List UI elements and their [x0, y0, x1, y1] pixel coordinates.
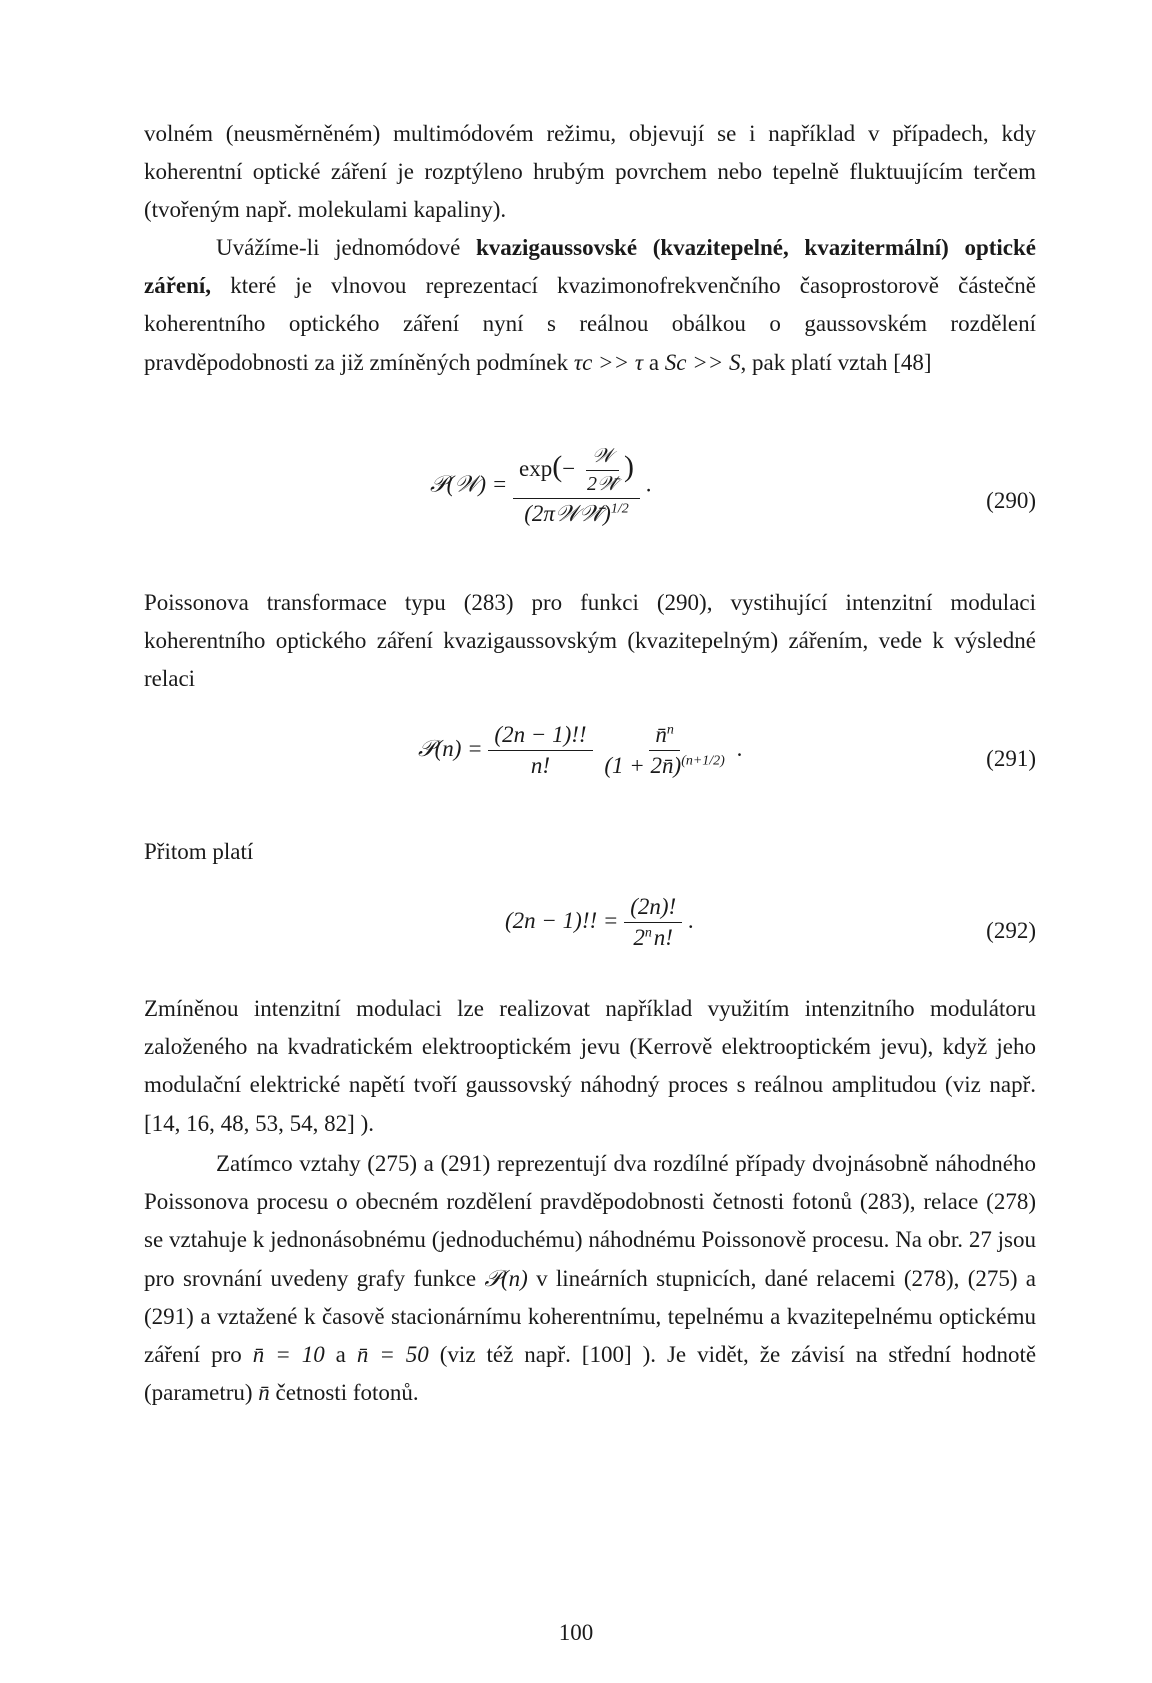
- equation-290: 𝒫(𝒲) = exp(− $\frac{\text{𝒲}}{\text{2𝒲̄}}$ ) (2π𝒲𝒲̄)$^{1/2}$ .: [430, 445, 652, 526]
- paragraph-6-body: Zatímco vztahy (275) a (291) reprezentují dva rozdílné případy dvojnásobně náhodného Poissonova procesu o obecném rozdělení pravděpodobnosti četnosti fotonů (283), relace (278) se vztahuje k jednonásobnému (jednoduchému) náhodnému Poissonově procesu. Na obr. 27 jsou pro srovnání uvedeny grafy funkce: [144, 1151, 1036, 1291]
- equation-292-lhs: (2n − 1)!! =: [505, 907, 619, 933]
- inline-math-pn: 𝒫(n): [484, 1265, 528, 1291]
- paragraph-1-text: volném (neusměrněném) multimódovém režimu, objevují se i například v případech, kdy koherentní optické záření je rozptýleno hrubým povrchem nebo tepelně fluktuujícím terčem (tvořeným např. molekulami kapaliny).: [144, 121, 1036, 223]
- equation-290-denominator: (2π𝒲𝒲̄): [524, 501, 611, 526]
- inline-math-s-condition: Sc >> S: [664, 349, 741, 375]
- equation-290-lhs: 𝒫(𝒲) =: [430, 471, 508, 497]
- paragraph-2-and: a: [648, 349, 660, 375]
- paragraph-2: [144, 229, 1036, 382]
- paragraph-4: [144, 833, 1036, 871]
- equation-291-frac2-top: n̄: [655, 722, 667, 747]
- inline-math-nbar: n̄: [258, 1380, 270, 1406]
- paragraph-5-text: Zmíněnou intenzitní modulaci lze realizovat například využitím intenzitního modulátoru založeného na kvadratickém elektrooptickém jevu (Kerrově elektrooptickém jevu), když jeho modulační elektrické napětí tvoří gaussovský náhodný proces s reálnou amplitudou (viz např. [14, 16, 48, 53, 54, 82] ).: [144, 996, 1036, 1136]
- equation-291-frac2-bottom: (1 + 2n̄): [604, 753, 682, 778]
- equation-292-top: (2n)!: [624, 894, 682, 923]
- paragraph-2-term: kvazigaussovské (kvazitepelné, kvazitermální) optické záření,: [144, 235, 1037, 299]
- inline-math-n10: n̄ = 10: [252, 1342, 325, 1368]
- equation-number-290: (290): [986, 488, 1036, 513]
- page-number: 100: [558, 1620, 594, 1645]
- equation-290-minus: −: [562, 455, 576, 481]
- equation-290-inner-bottom: 2𝒲̄: [586, 473, 618, 495]
- inline-math-n50: n̄ = 50: [356, 1342, 429, 1368]
- paragraph-1: [144, 115, 1036, 230]
- paragraph-6: Zatímco vztahy (275) a (291) reprezentují dva rozdílné případy dvojnásobně náhodného Poissonova procesu o obecném rozdělení pravděpodobnosti četnosti fotonů (283), relace (278) se vztahuje k jednonásobnému (jednoduchému) náhodnému Poissonově procesu. Na obr. 27 jsou pro srovnání uvedeny grafy funkce 𝒫(n) v lineárních stupnicích, dané relacemi (278), (275) a (291) a vztažené k časově stacionárnímu koherentnímu, tepelnému a kvazitepelnému optickému záření pro n̄ = 10 a n̄ = 50 (viz též např. [100] ). Je vidět, že závisí na střední hodnotě (parametru) n̄ četnosti fotonů.: [144, 1151, 1037, 1406]
- equation-number-292: (292): [986, 918, 1036, 943]
- equation-291: 𝒫(n) = $\frac{(2n - 1)!!}{n!}$ $\frac{n̄^n}{(1 + 2n̄)^{(n+1/2)}}$ .: [418, 722, 743, 778]
- equation-290-power: 1/2: [610, 501, 629, 517]
- inline-math-tau-condition: τc >> τ: [573, 349, 644, 375]
- paragraph-3: [144, 584, 1036, 699]
- equation-290-inner-top: 𝒲: [586, 445, 619, 471]
- paragraph-5: [144, 990, 1036, 1143]
- equation-290-exp: exp: [519, 455, 553, 481]
- equation-292: (2n − 1)!! = $\frac{(2n)!}{2^n n!}$ .: [505, 894, 694, 950]
- paragraph-2-tail: , pak platí vztah [48]: [740, 349, 932, 375]
- equation-291-lhs: 𝒫(n) =: [418, 735, 483, 761]
- equation-291-frac1-bottom: n!: [530, 753, 551, 778]
- paragraph-3-text: Poissonova transformace typu (283) pro funkci (290), vystihující intenzitní modulaci koherentního optického záření kvazigaussovským (kvazitepelným) zářením, vede k výsledné relaci: [144, 590, 1036, 692]
- paragraph-6-end: četnosti fotonů.: [275, 1380, 419, 1406]
- paragraph-2-intro: Uvážíme-li jednomódové: [216, 235, 461, 260]
- equation-291-frac1-top: (2n − 1)!!: [488, 722, 592, 751]
- equation-number-291: (291): [986, 746, 1036, 771]
- paragraph-6-mid: v lineárních stupnicích, dané relacemi (278), (275) a (291) a vztažené k časově stacionárnímu koherentnímu, tepelnému a kvazitepelnému optickému záření pro: [144, 1265, 1037, 1368]
- paragraph-4-text: Přitom platí: [144, 839, 254, 864]
- paragraph-2-body: které je vlnovou reprezentací kvazimonofrekvenčního časoprostorově částečně koherentního optického záření nyní s reálnou obálkou o gaussovském rozdělení pravděpodobnosti za již zmíněných podmínek: [144, 273, 1036, 375]
- paragraph-6-tail: (viz též např. [100] ). Je vidět, že závisí na střední hodnotě (parametru): [144, 1342, 1037, 1406]
